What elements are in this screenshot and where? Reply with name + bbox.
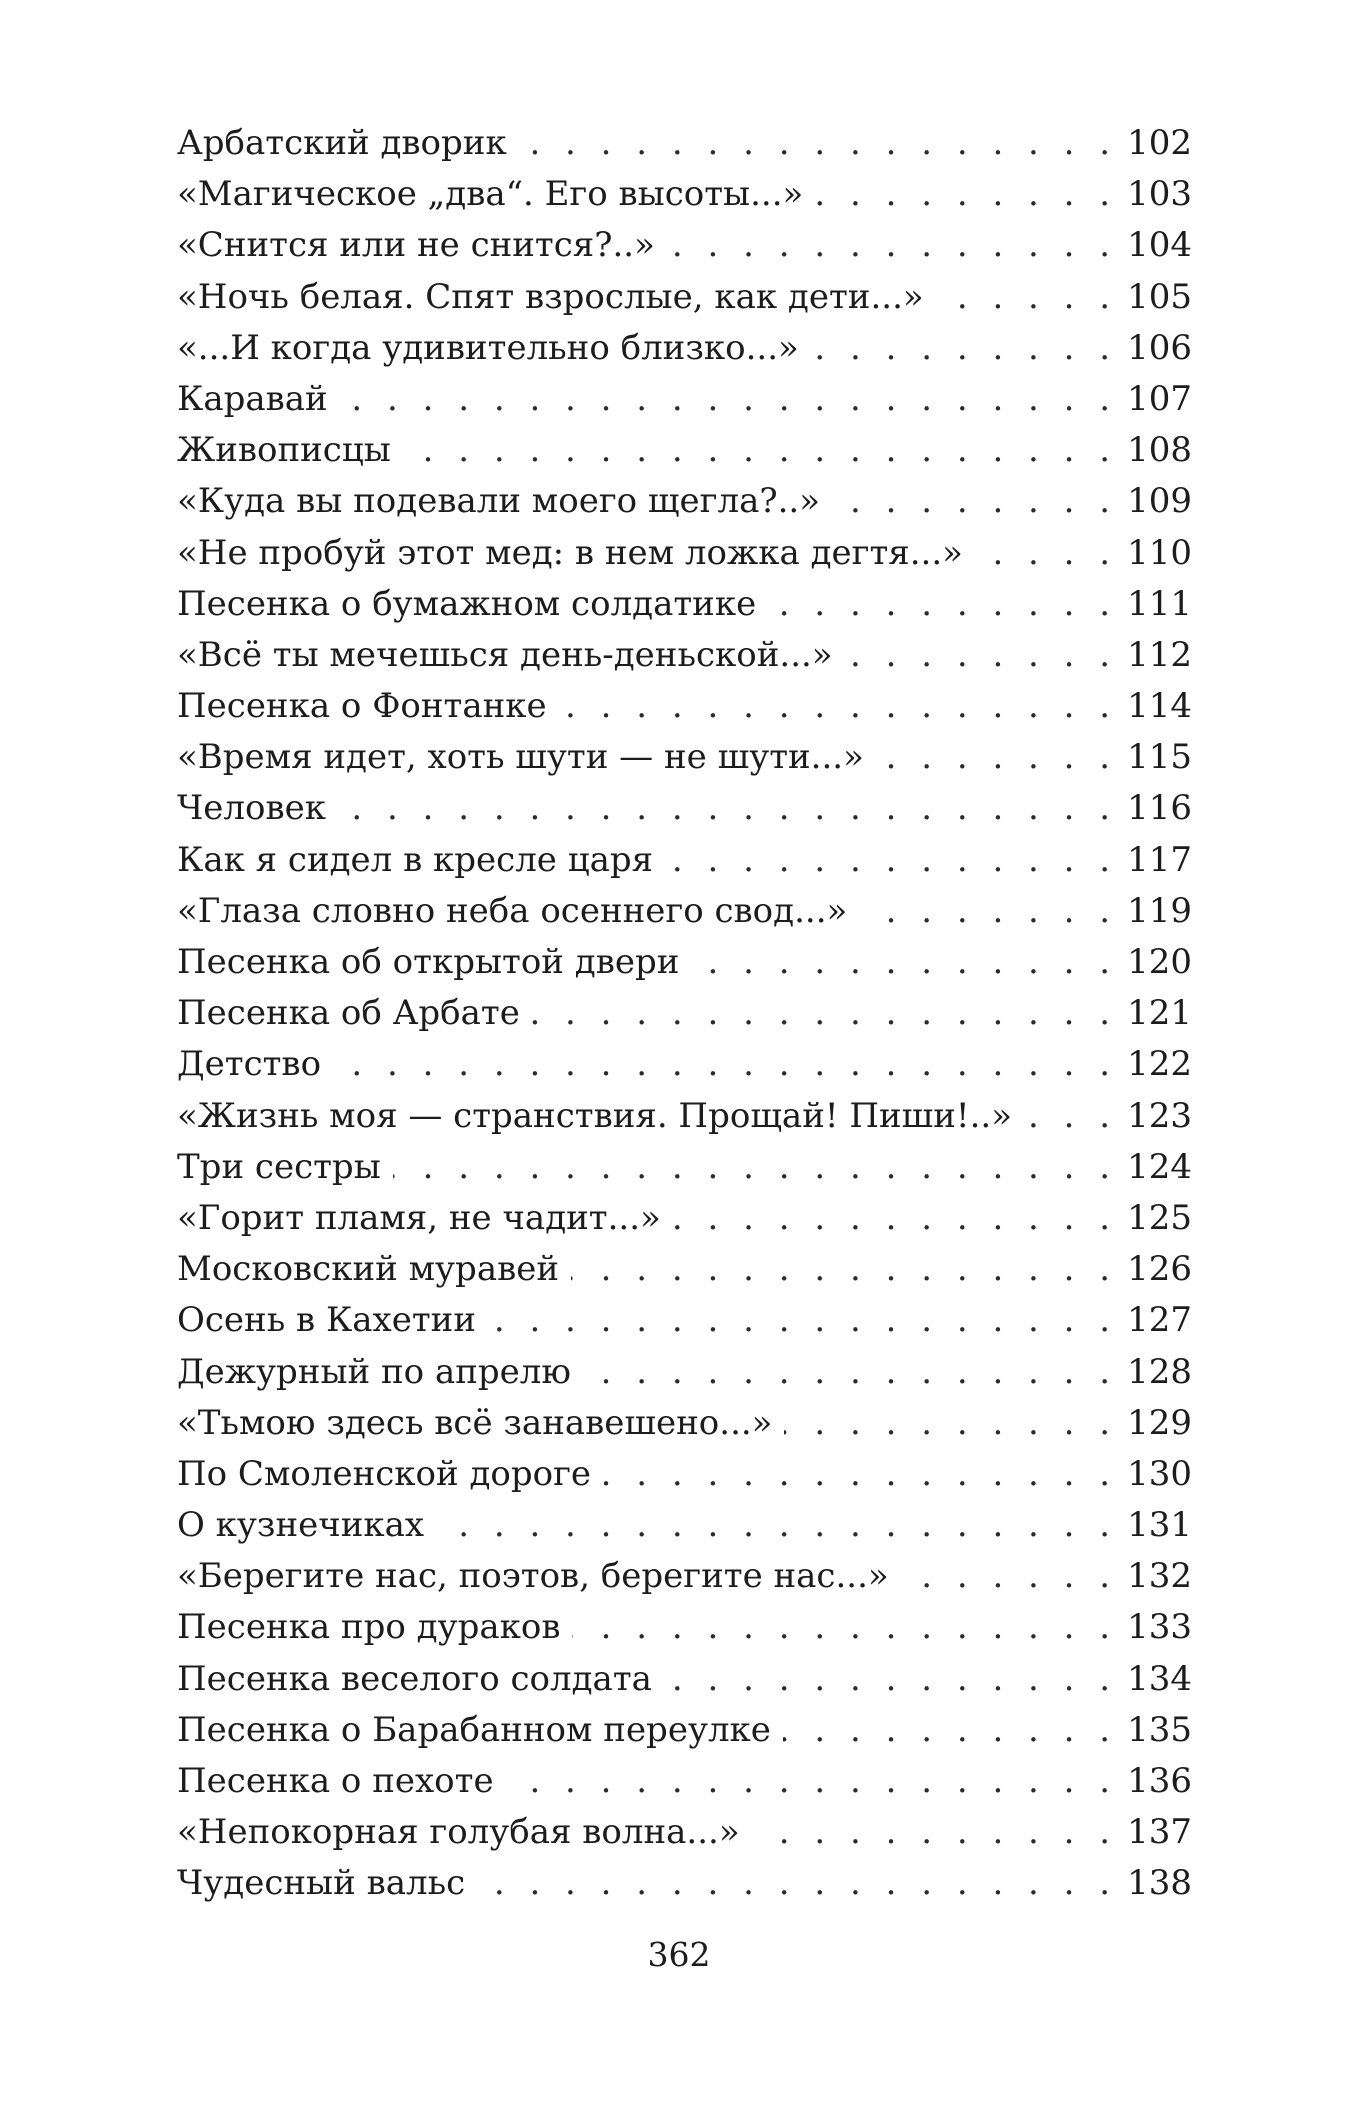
toc-entry-page: 126 [1127,1249,1192,1290]
toc-entry [177,988,1192,1039]
toc-entry-title: «Всё ты мечешься день-деньской...» [177,634,833,675]
toc-entry-title: Человек [177,788,326,829]
toc-entry [177,835,1192,886]
toc-entry-title: «Снится или не снится?..» [177,225,655,266]
toc-entry-page: 129 [1127,1402,1192,1443]
toc-entry-page: 131 [1127,1505,1192,1546]
toc-entry [177,681,1192,732]
toc-entry [177,1551,1192,1602]
toc-dot-leader [393,1142,1117,1193]
toc-entry [177,1602,1192,1653]
toc-dot-leader [811,323,1117,374]
toc-entry-page: 121 [1127,993,1192,1034]
toc-entry-title: «Глаза словно неба осеннего свод...» [177,890,848,931]
toc-entry-page: 115 [1127,737,1192,778]
toc-entry-page: 138 [1127,1863,1192,1904]
toc-dot-leader [583,1347,1117,1398]
toc-entry-title: «...И когда удивительно близко...» [177,327,799,368]
toc-entry-title: Песенка о пехоте [177,1761,494,1801]
toc-dot-leader [691,937,1117,988]
toc-dot-leader [519,118,1117,169]
toc-dot-leader [667,220,1117,271]
toc-entry-title: «Время идет, хоть шути — не шути...» [177,737,864,778]
toc-entry-title: Три сестры [177,1146,381,1187]
toc-entry-page: 135 [1127,1709,1192,1750]
toc-entry-title: Песенка веселого солдата [177,1658,652,1699]
toc-dot-leader [665,835,1117,886]
toc-entry [177,1398,1192,1449]
toc-entry [177,476,1192,527]
toc-dot-leader [403,425,1117,476]
toc-entry-page: 134 [1127,1658,1192,1699]
toc-dot-leader [532,988,1117,1039]
toc-entry-title: Дежурный по апрелю [177,1351,571,1392]
toc-entry-page: 122 [1127,1044,1192,1085]
toc-entry [177,1193,1192,1244]
toc-entry [177,425,1192,476]
toc-entry-title: «Жизнь моя — странствия. Прощай! Пиши!..» [177,1095,1012,1136]
toc-dot-leader [338,783,1117,834]
toc-entry-page: 103 [1127,174,1192,215]
toc-entry-title: По Смоленской дороге [177,1453,592,1494]
toc-dot-leader [876,732,1117,783]
toc-dot-leader [603,1449,1117,1500]
toc-entry-title: Московский муравей [177,1249,560,1290]
page-number: 362 [647,1935,711,1974]
toc-entry-title: Каравай [177,378,328,419]
toc-entry [177,630,1192,681]
toc-dot-leader [832,476,1117,527]
toc-entry [177,1705,1192,1756]
toc-entry-title: «Непокорная голубая волна...» [177,1812,740,1853]
toc-entry-page: 133 [1127,1607,1192,1648]
toc-entry-title: Песенка о бумажном солдатике [177,583,757,624]
toc-entry-title: «Горит пламя, не чадит...» [177,1197,661,1238]
toc-entry [177,169,1192,220]
toc-entry-page: 119 [1127,890,1192,931]
toc-entry [177,1091,1192,1142]
toc-entry-page: 137 [1127,1812,1192,1853]
toc-entry [177,1295,1192,1346]
toc-entry [177,528,1192,579]
toc-entry-page: 128 [1127,1351,1192,1392]
toc-entry-title: «Тьмою здесь всё занавешено...» [177,1402,773,1443]
toc-entry [177,886,1192,937]
toc-entry-page: 116 [1127,788,1192,829]
toc-entry [177,220,1192,271]
toc-dot-leader [784,1398,1117,1449]
toc-entry-page: 124 [1127,1146,1192,1187]
toc-entry [177,374,1192,425]
toc-dot-leader [752,1807,1117,1858]
toc-entry-page: 117 [1127,839,1192,880]
toc-entry [177,1858,1192,1909]
toc-entry [177,1347,1192,1398]
toc-entry-page: 136 [1127,1761,1192,1801]
toc-dot-leader [845,630,1117,681]
toc-dot-leader [333,1039,1117,1090]
toc-entry-title: Песенка о Фонтанке [177,686,547,727]
toc-entry [177,272,1192,323]
toc-entry [177,1039,1192,1090]
toc-entry-title: Арбатский дворик [177,123,507,163]
toc-entry-page: 104 [1127,225,1192,266]
toc-entry [177,1500,1192,1551]
toc-dot-leader [340,374,1117,425]
toc-entry-page: 111 [1127,583,1192,624]
toc-entry-page: 132 [1127,1556,1192,1597]
toc-dot-leader [506,1756,1118,1807]
toc-entry-title: Живописцы [177,430,391,471]
toc-entry-title: Песенка про дураков [177,1607,561,1648]
toc-entry-title: «Не пробуй этот мед: в нем ложка дегтя...» [177,532,963,573]
toc-entry-title: Детство [177,1044,322,1085]
toc-entry [177,579,1192,630]
toc-entry-page: 108 [1127,430,1192,471]
toc-entry-page: 127 [1127,1300,1192,1341]
toc-dot-leader [975,528,1117,579]
toc-dot-leader [664,1654,1117,1705]
toc-dot-leader [559,681,1117,732]
table-of-contents [177,118,1192,1910]
toc-entry [177,732,1192,783]
toc-dot-leader [572,1602,1117,1653]
toc-entry-title: «Магическое „два“. Его высоты...» [177,174,804,215]
toc-entry-page: 114 [1127,686,1192,727]
toc-entry [177,323,1192,374]
toc-entry [177,1756,1192,1807]
toc-dot-leader [436,1500,1117,1551]
toc-entry-title: Песенка об открытой двери [177,942,680,982]
toc-entry-page: 120 [1127,942,1192,982]
toc-entry-page: 110 [1127,532,1192,573]
toc-entry-page: 123 [1127,1095,1192,1136]
toc-entry-title: Чудесный вальс [177,1863,466,1904]
toc-entry-title: «Куда вы подевали моего щегла?..» [177,481,820,522]
toc-entry-page: 107 [1127,378,1192,419]
toc-entry [177,1244,1192,1295]
toc-entry-page: 105 [1127,276,1192,317]
toc-entry-title: Песенка об Арбате [177,993,520,1034]
toc-entry [177,1449,1192,1500]
toc-entry-title: Песенка о Барабанном переулке [177,1709,771,1750]
toc-dot-leader [859,886,1117,937]
toc-entry-page: 130 [1127,1453,1192,1494]
toc-entry [177,783,1192,834]
toc-entry-title: Как я сидел в кресле царя [177,839,654,880]
toc-entry [177,1654,1192,1705]
toc-entry-title: «Берегите нас, поэтов, берегите нас...» [177,1556,889,1597]
toc-dot-leader [488,1295,1117,1346]
toc-entry-page: 125 [1127,1197,1192,1238]
toc-entry [177,937,1192,988]
toc-entry-page: 109 [1127,481,1192,522]
toc-entry-page: 106 [1127,327,1192,368]
toc-entry-title: Осень в Кахетии [177,1300,476,1341]
toc-dot-leader [571,1244,1117,1295]
toc-entry [177,1142,1192,1193]
toc-dot-leader [936,272,1117,323]
toc-dot-leader [783,1705,1117,1756]
toc-dot-leader [768,579,1117,630]
toc-dot-leader [673,1193,1117,1244]
toc-dot-leader [1024,1091,1117,1142]
toc-dot-leader [901,1551,1117,1602]
toc-dot-leader [477,1858,1117,1909]
toc-entry [177,1807,1192,1858]
toc-entry-page: 102 [1127,123,1192,163]
toc-dot-leader [815,169,1117,220]
toc-entry-title: О кузнечиках [177,1505,425,1546]
toc-entry [177,118,1192,169]
toc-entry-title: «Ночь белая. Спят взрослые, как дети...» [177,276,924,317]
toc-entry-page: 112 [1127,634,1192,675]
